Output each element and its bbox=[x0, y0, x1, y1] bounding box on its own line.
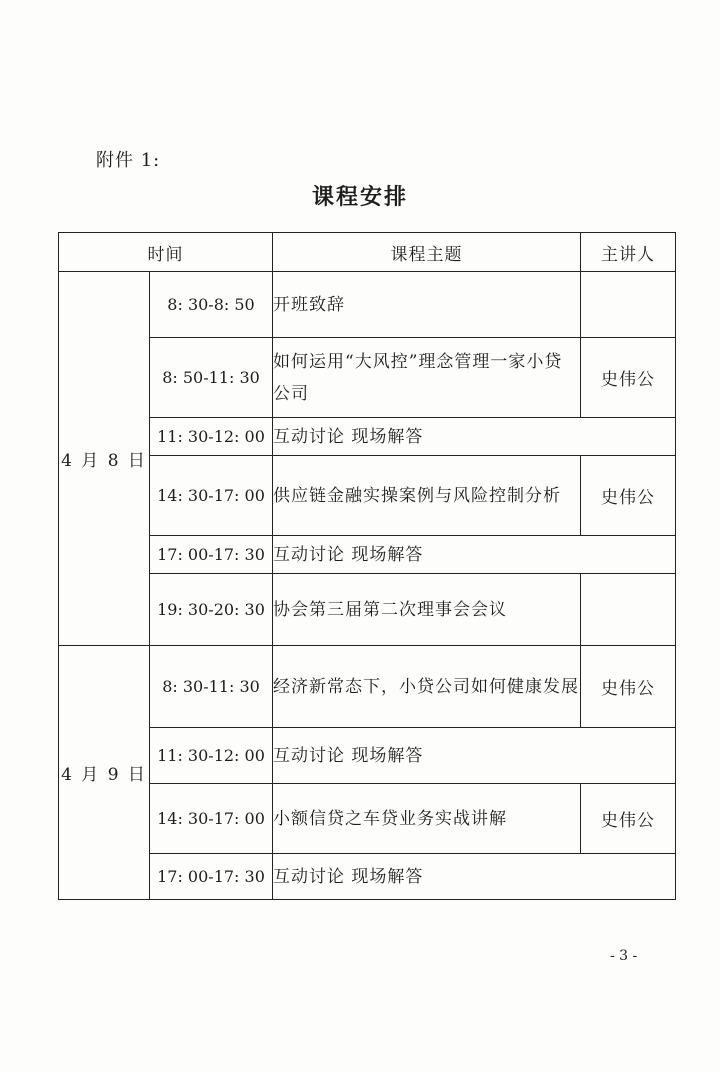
date-cell: 4 月 9 日 bbox=[59, 646, 150, 900]
schedule-table bbox=[58, 232, 676, 900]
speaker-cell: 史伟公 bbox=[581, 456, 676, 536]
table-row bbox=[59, 646, 676, 728]
time-cell: 11: 30-12: 00 bbox=[150, 418, 273, 456]
speaker-cell: 史伟公 bbox=[581, 646, 676, 728]
speaker-cell bbox=[581, 272, 676, 338]
time-cell: 8: 50-11: 30 bbox=[150, 338, 273, 418]
speaker-cell: 史伟公 bbox=[581, 784, 676, 854]
table-row bbox=[59, 272, 676, 338]
attachment-label: 附件 1: bbox=[96, 150, 161, 171]
topic-cell: 经济新常态下，小贷公司如何健康发展 bbox=[273, 646, 581, 728]
table-row bbox=[59, 854, 676, 900]
time-cell: 11: 30-12: 00 bbox=[150, 728, 273, 784]
time-cell: 8: 30-11: 30 bbox=[150, 646, 273, 728]
topic-cell: 开班致辞 bbox=[273, 272, 581, 338]
topic-cell: 供应链金融实操案例与风险控制分析 bbox=[273, 456, 581, 536]
page-title: 课程安排 bbox=[311, 184, 408, 210]
table-row bbox=[59, 456, 676, 536]
header-time: 时间 bbox=[59, 233, 273, 272]
topic-cell: 互动讨论 现场解答 bbox=[273, 728, 676, 784]
topic-cell: 互动讨论 现场解答 bbox=[273, 536, 676, 574]
table-row bbox=[59, 338, 676, 418]
topic-cell: 如何运用“大风控”理念管理一家小贷公司 bbox=[273, 338, 581, 418]
table-row bbox=[59, 536, 676, 574]
topic-cell: 协会第三届第二次理事会会议 bbox=[273, 574, 581, 646]
time-cell: 17: 00-17: 30 bbox=[150, 536, 273, 574]
table-header-row bbox=[59, 233, 676, 272]
speaker-cell bbox=[581, 574, 676, 646]
topic-cell: 互动讨论 现场解答 bbox=[273, 854, 676, 900]
table-row bbox=[59, 574, 676, 646]
table-row bbox=[59, 728, 676, 784]
topic-cell: 小额信贷之车贷业务实战讲解 bbox=[273, 784, 581, 854]
time-cell: 14: 30-17: 00 bbox=[150, 456, 273, 536]
page-number: - 3 - bbox=[610, 948, 638, 964]
time-cell: 17: 00-17: 30 bbox=[150, 854, 273, 900]
time-cell: 8: 30-8: 50 bbox=[150, 272, 273, 338]
date-cell: 4 月 8 日 bbox=[59, 272, 150, 646]
time-cell: 19: 30-20: 30 bbox=[150, 574, 273, 646]
table-row bbox=[59, 784, 676, 854]
header-speaker: 主讲人 bbox=[581, 233, 676, 272]
speaker-cell: 史伟公 bbox=[581, 338, 676, 418]
table-row bbox=[59, 418, 676, 456]
topic-cell: 互动讨论 现场解答 bbox=[273, 418, 676, 456]
time-cell: 14: 30-17: 00 bbox=[150, 784, 273, 854]
header-topic: 课程主题 bbox=[273, 233, 581, 272]
